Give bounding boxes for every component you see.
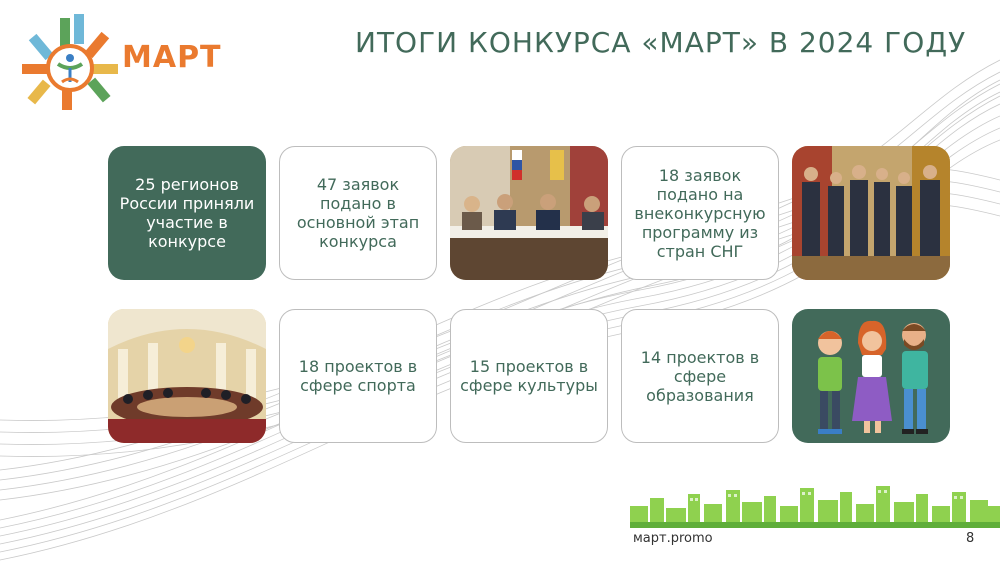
stat-culture-text: 15 проектов в сфере культуры [460,357,598,395]
group-photo-icon [792,146,950,280]
mart-logo-icon [14,12,124,112]
stat-tile-sport [279,309,437,443]
meeting-photo-icon [450,146,608,280]
stat-sport-text: 18 проектов в сфере спорта [298,357,418,395]
photo-meeting-table [450,146,608,280]
stat-tile-culture [450,309,608,443]
stat-tile-cis-applications [621,146,779,280]
photo-hall [108,309,266,443]
stat-tile-applications [279,146,437,280]
stat-tile-regions [108,146,266,280]
people-illustration-icon [792,309,950,443]
footer-url: март.promo [633,531,713,546]
stat-cis-text: 18 заявок подано на внеконкурсную программу из стран СНГ [634,165,766,261]
stat-tile-education [621,309,779,443]
stat-applications-text: 47 заявок подано в основной этап конкурса [296,175,420,251]
stat-regions-text: 25 регионов России приняли участие в конкурсе [119,175,255,251]
hall-photo-icon [108,309,266,443]
city-skyline-icon [630,484,1000,528]
page-number: 8 [966,531,975,546]
page-title: ИТОГИ КОНКУРСА «МАРТ» В 2024 ГОДУ [355,26,967,59]
illustration-people [792,309,950,443]
brand-name: МАРТ [122,40,222,75]
stat-education-text: 14 проектов в сфере образования [640,347,760,405]
photo-group [792,146,950,280]
